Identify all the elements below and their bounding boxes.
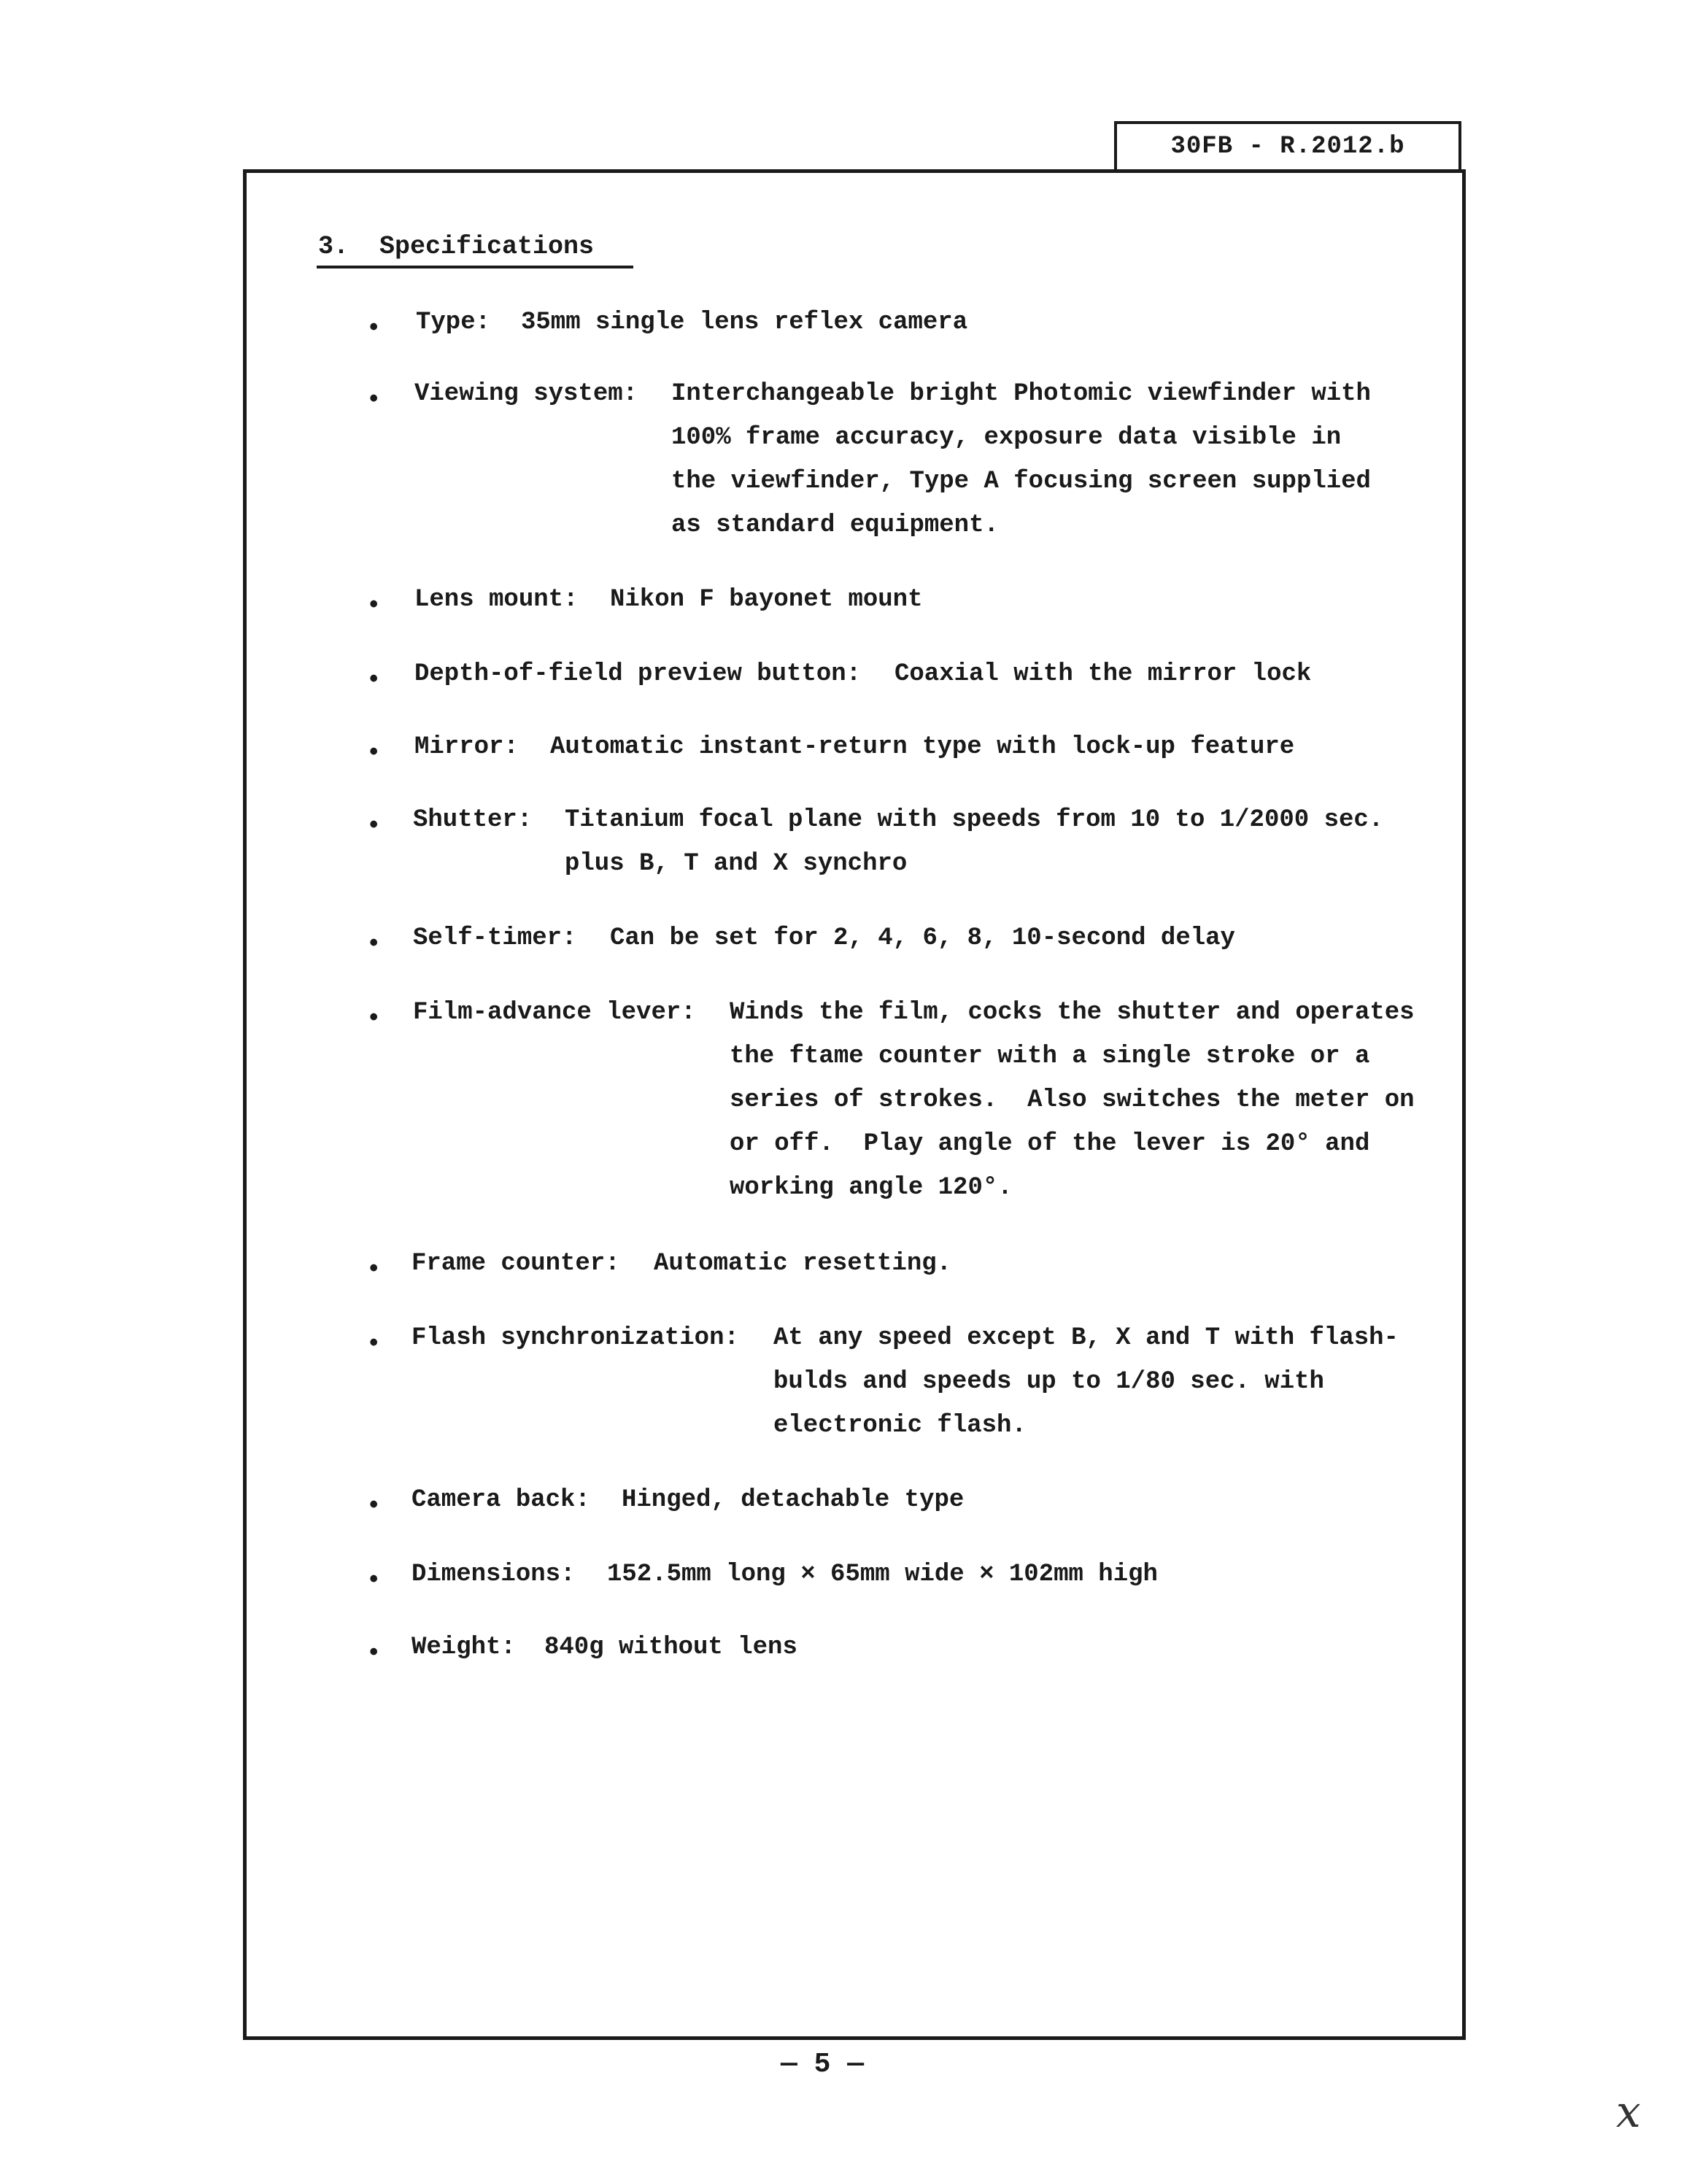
spec-value-film-advance: Winds the film, cocks the shutter and operates the ftame counter with a single stroke or a series of strokes. Also switches the meter on or off. Play angle of the lever is 20° and working angle 120°. xyxy=(730,999,1415,1202)
spec-value-mirror: Automatic instant-return type with lock-up feature xyxy=(550,733,1295,761)
bullet-icon: • xyxy=(366,1567,382,1595)
spec-label-mirror: Mirror: xyxy=(414,733,519,761)
bullet-icon: • xyxy=(366,592,382,620)
section-underline xyxy=(317,266,633,268)
bullet-icon: • xyxy=(366,1640,382,1668)
spec-label-type: Type: xyxy=(416,309,491,336)
spec-value-dimensions: 152.5mm long × 65mm wide × 102mm high xyxy=(607,1561,1158,1588)
spec-value-self-timer: Can be set for 2, 4, 6, 8, 10-second delay xyxy=(610,924,1235,952)
bullet-icon: • xyxy=(366,813,382,841)
spec-label-lens-mount: Lens mount: xyxy=(414,586,579,614)
bullet-icon: • xyxy=(366,1331,382,1359)
spec-label-self-timer: Self-timer: xyxy=(413,924,577,952)
spec-value-viewing-system: Interchangeable bright Photomic viewfinder with 100% frame accuracy, exposure data visible in the viewfinder, Type A focusing screen supplied as standard equipment. xyxy=(671,380,1371,539)
spec-label-camera-back: Camera back: xyxy=(411,1486,590,1514)
spec-label-dof-preview: Depth-of-field preview button: xyxy=(414,660,862,688)
bullet-icon: • xyxy=(366,667,382,695)
spec-value-flash-sync: At any speed except B, X and T with flash- bulds and speeds up to 1/80 sec. with electronic flash. xyxy=(773,1324,1399,1440)
spec-value-frame-counter: Automatic resetting. xyxy=(654,1250,952,1278)
bullet-icon: • xyxy=(366,1005,382,1033)
spec-value-weight: 840g without lens xyxy=(544,1634,797,1661)
document-code: 30FB - R.2012.b xyxy=(1114,121,1461,169)
bullet-icon: • xyxy=(366,931,382,959)
page-number: — 5 — xyxy=(781,2049,865,2080)
bullet-icon: • xyxy=(366,740,382,768)
spec-label-flash-sync: Flash synchronization: xyxy=(411,1324,739,1352)
spec-label-dimensions: Dimensions: xyxy=(411,1561,576,1588)
spec-label-weight: Weight: xyxy=(411,1634,516,1661)
spec-label-shutter: Shutter: xyxy=(413,806,533,834)
bullet-icon: • xyxy=(366,1493,382,1520)
spec-label-film-advance: Film-advance lever: xyxy=(413,999,696,1027)
spec-label-frame-counter: Frame counter: xyxy=(411,1250,620,1278)
spec-value-lens-mount: Nikon F bayonet mount xyxy=(610,586,923,614)
spec-label-viewing-system: Viewing system: xyxy=(414,380,638,408)
spec-value-type: 35mm single lens reflex camera xyxy=(521,309,968,336)
spec-value-shutter: Titanium focal plane with speeds from 10 to 1/2000 sec. plus B, T and X synchro xyxy=(565,806,1384,878)
handwritten-margin-mark: x xyxy=(1616,2087,1641,2138)
bullet-icon: • xyxy=(366,315,382,343)
bullet-icon: • xyxy=(366,1256,382,1284)
bullet-icon: • xyxy=(366,387,382,414)
section-title: 3. Specifications xyxy=(318,232,595,261)
spec-value-dof-preview: Coaxial with the mirror lock xyxy=(894,660,1312,688)
spec-value-camera-back: Hinged, detachable type xyxy=(622,1486,965,1514)
